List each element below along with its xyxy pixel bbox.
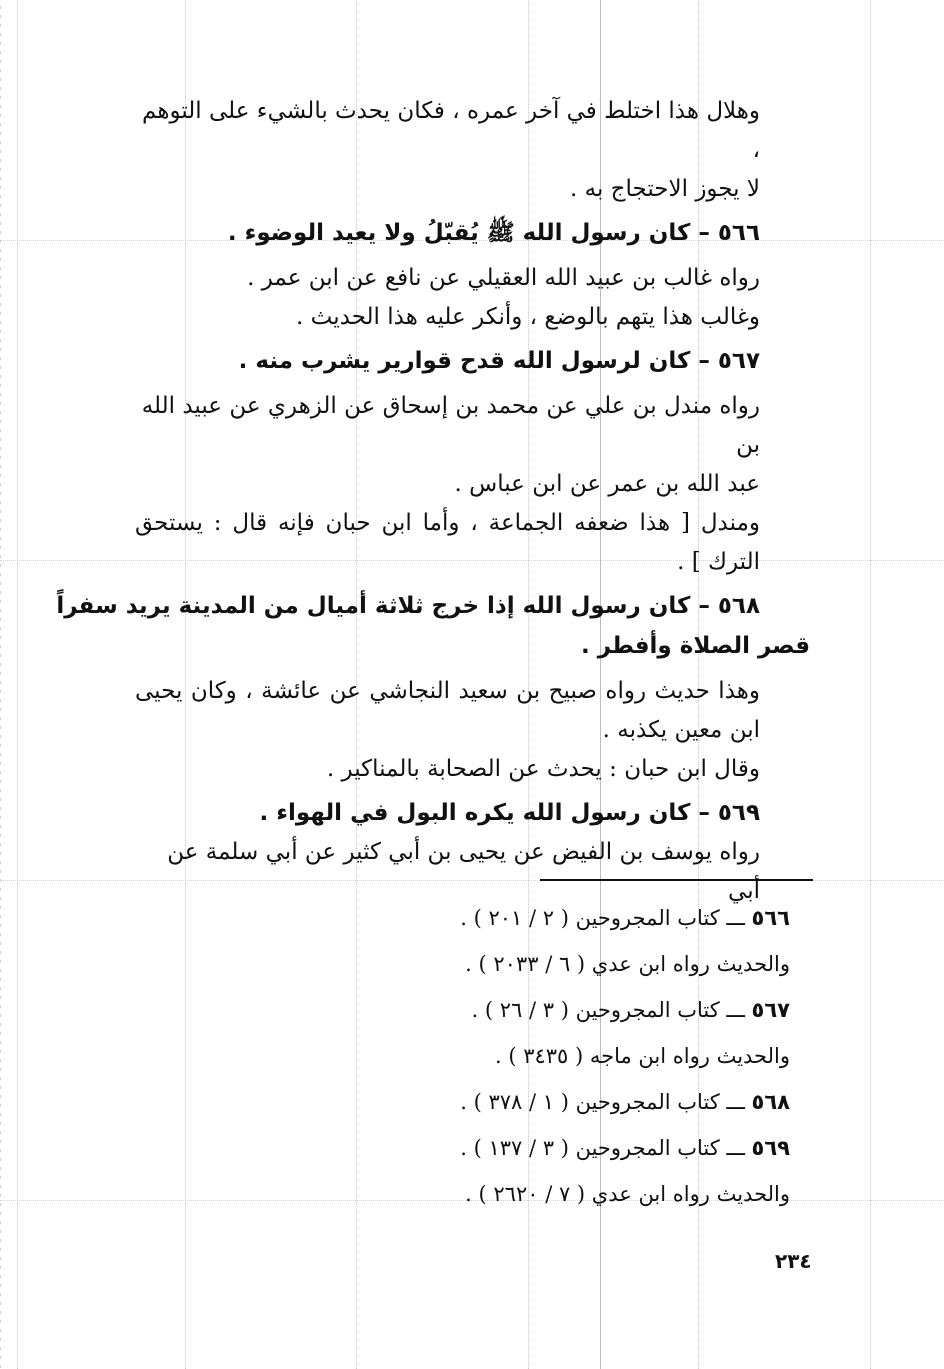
entry-heading-569: ٥٦٩ – كان رسول الله يكره البول في الهواء . — [259, 800, 760, 826]
footnote-text: والحديث رواه ابن ماجه ( ٣٤٣٥ ) . — [494, 1044, 790, 1068]
entry-heading-566: ٥٦٦ – كان رسول الله ﷺ يُقبّلُ ولا يعيد الوضوء . — [227, 220, 760, 246]
body-line: وقال ابن حبان : يحدث عن الصحابة بالمناكير . — [326, 756, 760, 782]
footnote-number: ٥٦٧ — [751, 998, 790, 1022]
body-line: رواه غالب بن عبيد الله العقيلي عن نافع عن ابن عمر . — [247, 265, 760, 291]
body-line: عبد الله بن عمر عن ابن عباس . — [454, 471, 760, 497]
scan-guide-line — [870, 0, 871, 1369]
footnote-number: ٥٦٦ — [751, 906, 790, 930]
body-line: لا يجوز الاحتجاج به . — [569, 176, 760, 202]
body-line: وغالب هذا يتهم بالوضع ، وأنكر عليه هذا الحديث . — [296, 304, 760, 330]
scan-guide-line — [17, 0, 18, 1369]
footnote-number: ٥٦٩ — [751, 1136, 790, 1160]
footnote-text: ـــ كتاب المجروحين ( ٣ / ٢٦ ) . — [471, 998, 752, 1022]
footnote-item — [390, 941, 790, 987]
entry-heading-567: ٥٦٧ – كان لرسول الله قدح قوارير يشرب منه . — [238, 348, 760, 374]
body-line: ومندل [ هذا ضعفه الجماعة ، وأما ابن حبان فإنه قال : يستحق — [135, 510, 760, 536]
footnote-item — [390, 1033, 790, 1079]
entry-heading-568-continued: قصر الصلاة وأفطر . — [581, 633, 810, 659]
footnote-text: ـــ كتاب المجروحين ( ٣ / ١٣٧ ) . — [460, 1136, 752, 1160]
footnote-separator — [540, 879, 813, 881]
footnote-number: ٥٦٨ — [751, 1090, 790, 1114]
footnote-item — [390, 987, 790, 1033]
footnote-item — [390, 1079, 790, 1125]
footnote-item — [390, 1125, 790, 1171]
footnote-text: والحديث رواه ابن عدي ( ٧ / ٢٦٢٠ ) . — [465, 1182, 790, 1206]
body-line: ابن معين يكذبه . — [602, 717, 760, 743]
main-text — [56, 92, 810, 911]
footnote-item — [390, 895, 790, 941]
body-line: وهذا حديث رواه صبيح بن سعيد النجاشي عن عائشة ، وكان يحيى — [135, 678, 760, 704]
body-line: الترك ] . — [677, 549, 760, 575]
footnote-text: ـــ كتاب المجروحين ( ٢ / ٢٠١ ) . — [460, 906, 752, 930]
page-number: ٢٣٤ — [775, 1249, 812, 1273]
footnote-text: والحديث رواه ابن عدي ( ٦ / ٢٠٣٣ ) . — [465, 952, 790, 976]
footnotes — [390, 895, 790, 1217]
body-line: رواه مندل بن علي عن محمد بن إسحاق عن الزهري عن عبيد الله بن — [141, 393, 760, 458]
footnote-item — [390, 1171, 790, 1217]
body-line: وهلال هذا اختلط في آخر عمره ، فكان يحدث بالشيء على التوهم ، — [142, 98, 760, 163]
footnote-text: ـــ كتاب المجروحين ( ١ / ٣٧٨ ) . — [460, 1090, 752, 1114]
body-line: رواه يوسف بن الفيض عن يحيى بن أبي كثير عن أبي سلمة عن أبي — [167, 839, 760, 904]
entry-heading-568: ٥٦٨ – كان رسول الله إذا خرج ثلاثة أميال من المدينة يريد سفراً — [56, 593, 760, 619]
